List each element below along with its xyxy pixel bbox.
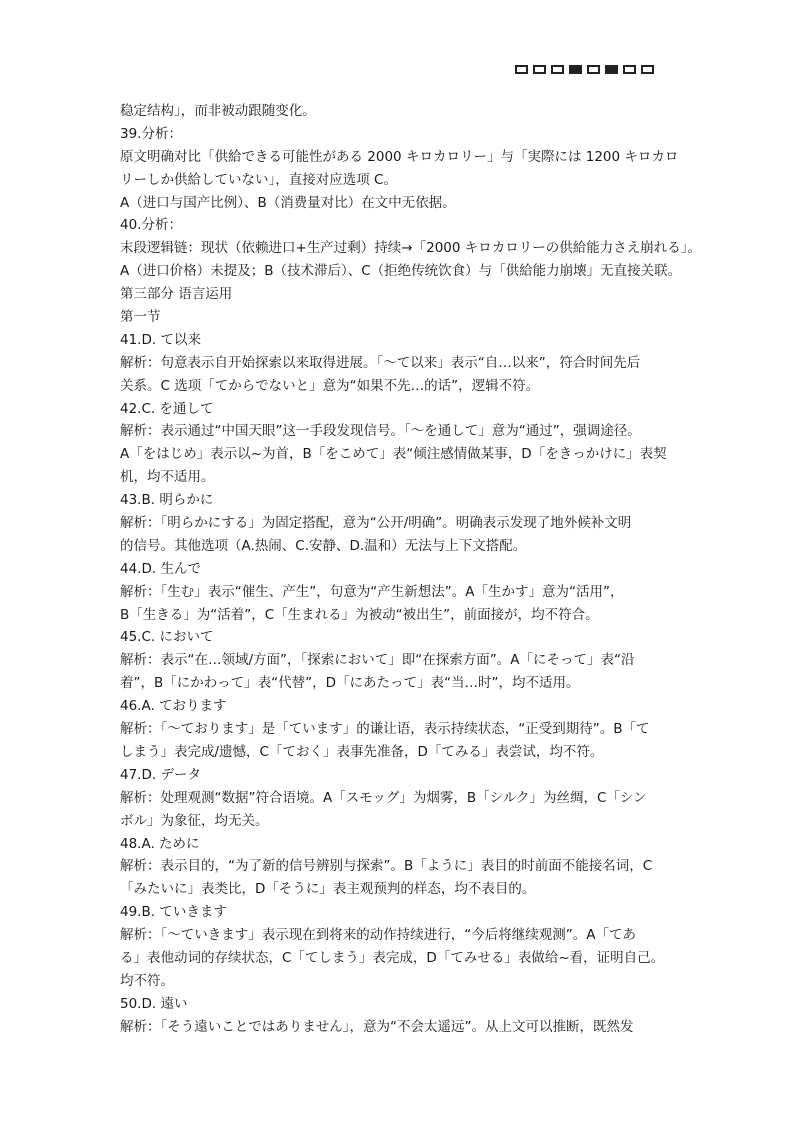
text-line: 着”，B「にかわって」表“代替”，D「にあたって」表“当…时”，均不适用。 bbox=[120, 675, 580, 692]
text-line: 解析：表示目的，“为了新的信号辨别与探索”。B「ように」表目的时前面不能接名词，C bbox=[120, 858, 653, 875]
text-line: 机，均不适用。 bbox=[120, 469, 215, 486]
answer-heading: 50.D. 遠い bbox=[120, 995, 188, 1012]
text-line: 原文明确对比「供給できる可能性がある 2000 キロカロリー」与「実際には 1200 キロカロ bbox=[120, 148, 679, 165]
section-heading: 39.分析： bbox=[120, 125, 182, 142]
text-line: B「生きる」为“活着”，C「生まれる」为被动“被出生”，前面接が，均不符合。 bbox=[120, 606, 599, 623]
answer-heading: 45.C. において bbox=[120, 629, 214, 646]
text-line: 的信号。其他选项（A.热闹、C.安静、D.温和）无法与上下文搭配。 bbox=[120, 537, 527, 554]
text-line: 解析：「生む」表示“催生、产生”，句意为“产生新想法”。A「生かす」意为“活用”， bbox=[120, 583, 624, 600]
page-marker-boxes bbox=[515, 65, 654, 74]
subsection-heading: 第一节 bbox=[120, 309, 161, 326]
text-line: 「みたいに」表类比，D「そうに」表主观预判的样态，均不表目的。 bbox=[120, 881, 536, 898]
text-line: A「をはじめ」表示以~为首，B「をこめて」表“倾注感情做某事，D「をきっかけに」表契 bbox=[120, 446, 667, 463]
marker-box-filled bbox=[569, 65, 582, 74]
text-line: ボル」为象征，均无关。 bbox=[120, 812, 269, 829]
text-line: A（进口价格）未提及；B（技术滞后）、C（拒绝传统饮食）与「供給能力崩壊」无直接关联。 bbox=[120, 263, 682, 280]
text-line: 解析：「そう遠いことではありません」，意为“不会太遥远”。从上文可以推断，既然发 bbox=[120, 1018, 634, 1035]
answer-heading: 41.D. て以来 bbox=[120, 331, 201, 348]
marker-box bbox=[641, 65, 654, 74]
text-line: 解析：表示“在…领域/方面”，「探索において」即“在探索方面”。A「にそって」表“沿 bbox=[120, 652, 635, 669]
text-line: 关系。C 选项「てからでないと」意为“如果不先…的话”，逻辑不符。 bbox=[120, 377, 540, 394]
text-line: 解析：句意表示自开始探索以来取得进展。「～て以来」表示“自…以来”，符合时间先后 bbox=[120, 354, 641, 371]
part-heading: 第三部分 语言运用 bbox=[120, 286, 233, 303]
text-line: 解析：处理观测“数据”符合语境。A「スモッグ」为烟雾，B「シルク」为丝绸，C「シン bbox=[120, 789, 647, 806]
answer-heading: 46.A. ております bbox=[120, 698, 227, 715]
text-line: A（进口与国产比例）、B（消费量对比）在文中无依据。 bbox=[120, 194, 456, 211]
answer-heading: 42.C. を通して bbox=[120, 400, 214, 417]
section-heading: 40.分析： bbox=[120, 217, 182, 234]
text-line: 稳定结构」，而非被动跟随变化。 bbox=[120, 103, 316, 119]
text-line: 均不符。 bbox=[120, 972, 174, 989]
answer-heading: 44.D. 生んで bbox=[120, 560, 201, 577]
text-line: 末段逻辑链：现状（依赖进口+生产过剩）持续→「2000 キロカロリーの供給能力さえ崩れる」。 bbox=[120, 240, 702, 257]
marker-box-filled bbox=[605, 65, 618, 74]
marker-box bbox=[587, 65, 600, 74]
answer-heading: 49.B. ていきます bbox=[120, 904, 227, 921]
answer-heading: 48.A. ために bbox=[120, 835, 200, 852]
marker-box bbox=[551, 65, 564, 74]
marker-box bbox=[515, 65, 528, 74]
text-line: る」表他动词的存续状态，C「てしまう」表完成，D「てみせる」表做给~看，证明自己。 bbox=[120, 949, 665, 966]
marker-box bbox=[533, 65, 546, 74]
text-line: 解析：「～ております」是「ています」的谦让语，表示持续状态，“正受到期待”。B「て bbox=[120, 721, 650, 738]
document-body bbox=[120, 100, 702, 1039]
answer-heading: 43.B. 明らかに bbox=[120, 492, 214, 509]
text-line: 解析：表示通过“中国天眼”这一手段发现信号。「～を通して」意为“通过”，强调途径。 bbox=[120, 423, 641, 440]
text-line: 解析：「明らかにする」为固定搭配，意为“公开/明确”。明确表示发现了地外候补文明 bbox=[120, 515, 632, 532]
text-line: しまう」表完成/遗憾，C「ておく」表事先准备，D「てみる」表尝试，均不符。 bbox=[120, 743, 604, 760]
answer-heading: 47.D. データ bbox=[120, 766, 201, 783]
marker-box bbox=[623, 65, 636, 74]
text-line: リーしか供給していない」，直接对应选项 C。 bbox=[120, 171, 397, 188]
text-line: 解析：「～ていきます」表示现在到将来的动作持续进行，“今后将继续观测”。A「てあ bbox=[120, 927, 636, 944]
